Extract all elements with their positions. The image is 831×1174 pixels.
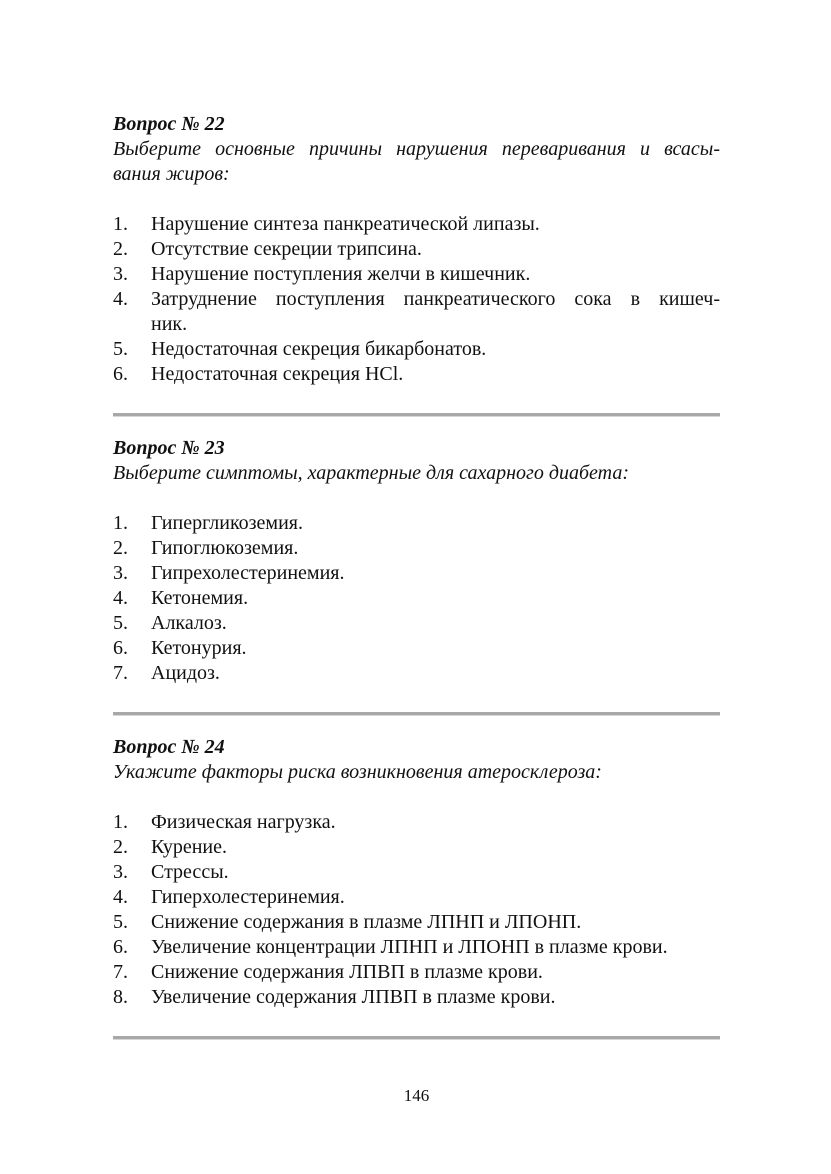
option-number: 4. <box>113 587 128 609</box>
option-text: Увеличение содержания ЛПВП в плазме крови. <box>151 986 556 1008</box>
answer-option <box>113 262 720 287</box>
option-number: 6. <box>113 936 128 958</box>
option-number: 3. <box>113 263 128 285</box>
option-number: 2. <box>113 836 128 858</box>
option-number: 4. <box>113 288 128 310</box>
answer-option <box>113 910 720 935</box>
option-text: Недостаточная секреция бикарбонатов. <box>151 338 487 360</box>
answer-option <box>113 810 720 835</box>
prompt-line: Укажите факторы риска возникновения атеросклероза: <box>113 761 602 783</box>
option-number: 6. <box>113 363 128 385</box>
question-title: Вопрос № 24 <box>113 736 225 758</box>
option-text: Увеличение концентрации ЛПНП и ЛПОНП в плазме крови. <box>151 936 668 958</box>
answer-option <box>113 835 720 860</box>
section-divider <box>113 1036 720 1040</box>
option-number: 8. <box>113 986 128 1008</box>
answer-option <box>113 661 720 686</box>
option-text: Затруднение поступления панкреатического сока в кишеч- <box>151 288 720 310</box>
option-number: 3. <box>113 562 128 584</box>
option-text: Нарушение синтеза панкреатической липазы. <box>151 213 540 235</box>
option-number: 6. <box>113 637 128 659</box>
answer-option <box>113 536 720 561</box>
answer-option <box>113 636 720 661</box>
question-22 <box>113 112 720 387</box>
answer-options <box>113 212 720 387</box>
question-title: Вопрос № 22 <box>113 113 225 135</box>
option-number: 2. <box>113 238 128 260</box>
option-number: 5. <box>113 911 128 933</box>
answer-option <box>113 586 720 611</box>
prompt-line: вания жиров: <box>113 163 230 185</box>
answer-option <box>113 212 720 237</box>
answer-options <box>113 810 720 1010</box>
question-23 <box>113 436 720 686</box>
question-title: Вопрос № 23 <box>113 437 225 459</box>
question-24 <box>113 735 720 1010</box>
answer-option <box>113 860 720 885</box>
question-prompt <box>113 137 720 187</box>
answer-option <box>113 287 720 337</box>
option-number: 7. <box>113 662 128 684</box>
option-text: Нарушение поступления желчи в кишечник. <box>151 263 531 285</box>
option-number: 3. <box>113 861 128 883</box>
option-text: Отсутствие секреции трипсина. <box>151 238 422 260</box>
document-page <box>113 0 720 1174</box>
prompt-line: Выберите основные причины нарушения переваривания и всасы- <box>113 138 720 160</box>
option-text: Ацидоз. <box>151 662 220 684</box>
option-number: 4. <box>113 886 128 908</box>
option-number: 1. <box>113 512 128 534</box>
answer-option <box>113 935 720 960</box>
answer-option <box>113 611 720 636</box>
section-divider <box>113 413 720 417</box>
option-text: Снижение содержания в плазме ЛПНП и ЛПОНП. <box>151 911 582 933</box>
option-number: 5. <box>113 338 128 360</box>
option-text: Гипрехолестеринемия. <box>151 562 345 584</box>
option-number: 5. <box>113 612 128 634</box>
option-number: 1. <box>113 213 128 235</box>
answer-option <box>113 561 720 586</box>
option-text: ник. <box>151 313 188 335</box>
question-prompt <box>113 461 720 486</box>
option-text: Алкалоз. <box>151 612 227 634</box>
answer-option <box>113 511 720 536</box>
option-number: 1. <box>113 811 128 833</box>
answer-option <box>113 362 720 387</box>
option-number: 7. <box>113 961 128 983</box>
option-text: Физическая нагрузка. <box>151 811 336 833</box>
page-number: 146 <box>403 1086 430 1105</box>
answer-option <box>113 337 720 362</box>
option-text: Курение. <box>151 836 227 858</box>
option-text: Кетонурия. <box>151 637 247 659</box>
option-text: Гипергликоземия. <box>151 512 303 534</box>
answer-option <box>113 985 720 1010</box>
option-text: Недостаточная секреция HCl. <box>151 363 404 385</box>
question-prompt <box>113 760 720 785</box>
answer-option <box>113 237 720 262</box>
section-divider <box>113 712 720 716</box>
option-text: Кетонемия. <box>151 587 249 609</box>
option-text: Гипоглюкоземия. <box>151 537 299 559</box>
answer-options <box>113 511 720 686</box>
option-text: Стрессы. <box>151 861 229 883</box>
answer-option <box>113 960 720 985</box>
option-text: Гиперхолестеринемия. <box>151 886 345 908</box>
option-text: Снижение содержания ЛПВП в плазме крови. <box>151 961 543 983</box>
answer-option <box>113 885 720 910</box>
option-number: 2. <box>113 537 128 559</box>
prompt-line: Выберите симптомы, характерные для сахарного диабета: <box>113 462 629 484</box>
